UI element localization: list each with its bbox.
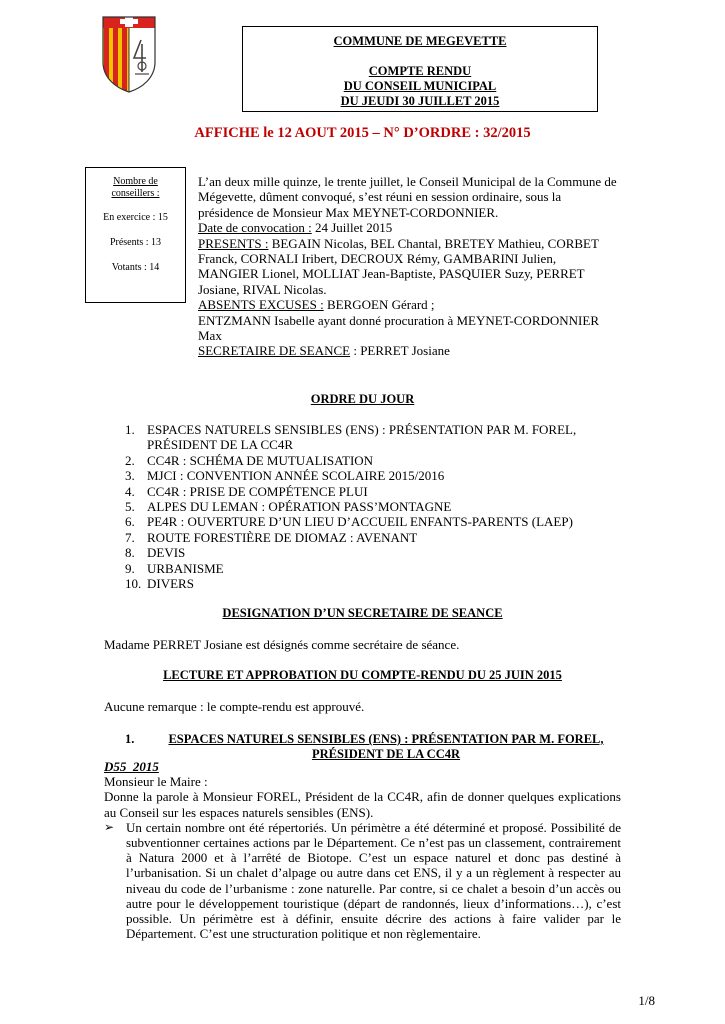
agenda-num: 6.	[125, 514, 135, 530]
header-line-1: COMPTE RENDU	[368, 64, 472, 78]
agenda-item	[125, 422, 625, 453]
convocation-label: Date de convocation :	[198, 220, 312, 236]
session-intro	[198, 174, 618, 359]
designation-text: Madame PERRET Josiane est désignés comme secrétaire de séance.	[104, 637, 460, 652]
lecture-title: LECTURE ET APPROBATION DU COMPTE-RENDU DU 25 JUIN 2015	[163, 668, 562, 682]
affiche-line: AFFICHE le 12 AOUT 2015 – N° D’ORDRE : 32/2015	[194, 125, 531, 141]
agenda-num: 8.	[125, 545, 135, 561]
secretaire-label: SECRETAIRE DE SEANCE	[198, 343, 351, 359]
conseillers-count-box	[85, 167, 186, 303]
page-number: 1/8	[638, 993, 655, 1008]
agenda-text: ESPACES NATURELS SENSIBLES (ENS) : PRÉSENTATION PAR M. FOREL, PRÉSIDENT DE LA CC4R	[147, 422, 577, 453]
absents-line-2: ENTZMANN Isabelle ayant donné procuration à MEYNET-CORDONNIER Max	[198, 312, 599, 344]
agenda-num: 4.	[125, 483, 135, 499]
agenda-text: ALPES DU LEMAN : OPÉRATION PASS’MONTAGNE	[147, 499, 452, 515]
absents-line	[198, 297, 618, 312]
section-1-title-line-1: ESPACES NATURELS SENSIBLES (ENS) : PRÉSENTATION PAR M. FOREL,	[168, 732, 604, 746]
intro-text: L’an deux mille quinze, le trente juillet, le Conseil Municipal de la Commune de Mégevette, dûment convoqué, s’est réuni en session ordinaire, sous la présidence de Monsieur Max MEYNET-CORDONNIER.	[198, 174, 617, 220]
agenda-text: CC4R : SCHÉMA DE MUTUALISATION	[147, 452, 374, 468]
agenda-item	[125, 453, 625, 468]
agenda-item	[125, 484, 625, 499]
section-1-num: 1.	[125, 732, 135, 746]
agenda-num: 10.	[125, 576, 142, 592]
header-line-2: DU CONSEIL MUNICIPAL	[343, 79, 497, 93]
agenda-num: 9.	[125, 560, 135, 576]
agenda-text: URBANISME	[147, 560, 224, 576]
agenda-num: 7.	[125, 529, 135, 545]
absents-label: ABSENTS EXCUSES :	[198, 297, 324, 313]
secretaire-line	[198, 343, 618, 358]
presents-label: PRESENTS :	[198, 235, 269, 251]
lecture-text: Aucune remarque : le compte-rendu est approuvé.	[104, 699, 365, 714]
count-label-2: conseillers :	[111, 188, 160, 199]
section-1-title-text	[147, 732, 625, 761]
count-votants: Votants : 14	[111, 262, 160, 273]
agenda-num: 2.	[125, 452, 135, 468]
presents-value: BEGAIN Nicolas, BEL Chantal, BRETEY Mathieu, CORBET Franck, CORNALI Iribert, DECROUX Rémy, GAMBARINI Julien, MANGIER Lionel, MOLLIAT Jean-Baptiste, PASQUIER Suzy, PERRET Josiane, RIVAL Nicolas.	[198, 235, 599, 297]
agenda-list	[125, 422, 625, 591]
agenda-item	[125, 545, 625, 560]
ordre-du-jour-title: ORDRE DU JOUR	[310, 392, 415, 406]
presents-line	[198, 236, 618, 298]
designation-title: DESIGNATION D’UN SECRETAIRE DE SEANCE	[222, 606, 503, 620]
deliberation-ref: D55_2015	[104, 759, 159, 774]
agenda-text: PE4R : OUVERTURE D’UN LIEU D’ACCUEIL ENFANTS-PARENTS (LAEP)	[147, 514, 573, 530]
absents-value: BERGOEN Gérard ;	[323, 297, 435, 313]
section-1-body	[104, 759, 621, 941]
agenda-text: MJCI : CONVENTION ANNÉE SCOLAIRE 2015/2016	[147, 468, 445, 484]
agenda-num: 5.	[125, 499, 135, 515]
agenda-item	[125, 499, 625, 514]
commune-crest-logo	[100, 14, 158, 94]
agenda-item	[125, 576, 625, 591]
count-presents: Présents : 13	[109, 237, 162, 248]
agenda-text: DEVIS	[147, 545, 186, 561]
convocation-line	[198, 220, 618, 235]
agenda-text: DIVERS	[147, 576, 194, 592]
count-exercice: En exercice : 15	[103, 212, 168, 223]
section-1-title	[125, 732, 625, 761]
header-line-3: DU JEUDI 30 JUILLET 2015	[340, 94, 500, 108]
bullet-text: Un certain nombre ont été répertoriés. Un périmètre a été déterminé et proposé. Possibilité de subventionner certaines actions par le Département. Ce n’est pas un classement, contrairement à Natura 2000 et à l’arrêté de Biotope. C’est un espace naturel et donc pas destiné à l’urbanisation. Si un chalet d’alpage ou autre dans cet ENS, il y a un règlement à respecter au niveau du code de l’urbanisme : zone naturelle. Par contre, si ce chalet a besoin d’un accès ou autre pour le développement touristique (départ de randonnés, lieux d’informations…), c’est possible. Un périmètre est à définir, ensuite décrire des actions à faire valider par le Département. C’est une structuration politique et non règlementaire.	[126, 819, 621, 942]
secretaire-value: : PERRET Josiane	[350, 343, 450, 359]
section-1-bullet	[104, 820, 621, 942]
agenda-item	[125, 514, 625, 529]
agenda-item	[125, 468, 625, 483]
arrow-bullet-icon: ➢	[104, 819, 115, 834]
agenda-item	[125, 561, 625, 576]
agenda-num: 3.	[125, 468, 135, 484]
convocation-value: 24 Juillet 2015	[311, 220, 393, 236]
section-1-title-line-2: PRÉSIDENT DE LA CC4R	[311, 746, 461, 761]
commune-name: COMMUNE DE MEGEVETTE	[333, 34, 507, 48]
section-1-paragraph: Donne la parole à Monsieur FOREL, Président de la CC4R, afin de donner quelques explications au Conseil sur les espaces naturels sensibles (ENS).	[104, 789, 621, 820]
agenda-text: CC4R : PRISE DE COMPÉTENCE PLUI	[147, 483, 368, 499]
agenda-item	[125, 530, 625, 545]
agenda-text: ROUTE FORESTIÈRE DE DIOMAZ : AVENANT	[147, 529, 418, 545]
agenda-num: 1.	[125, 422, 135, 437]
count-label-1: Nombre de	[113, 176, 158, 187]
document-header	[242, 26, 598, 112]
maire-line: Monsieur le Maire :	[104, 774, 208, 790]
